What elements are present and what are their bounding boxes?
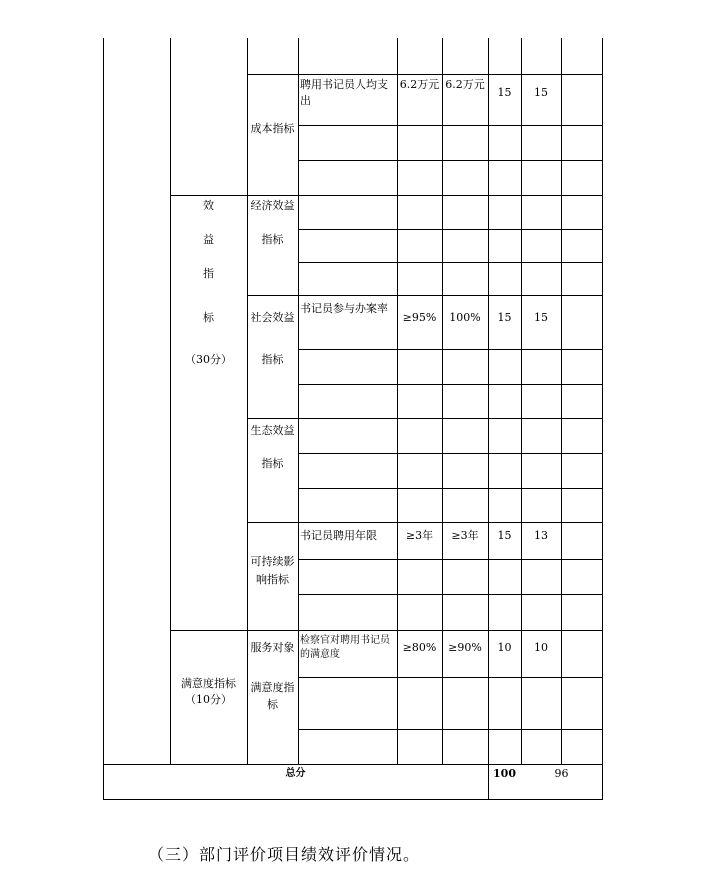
satisfaction-label: 满意度指标	[181, 677, 236, 690]
social-label-2: 指标	[261, 353, 284, 366]
score-clerk-tenure: 13	[534, 529, 548, 542]
benefit-char-4: 标	[203, 311, 214, 324]
target-prosecutor-satisfaction: ≥80%	[402, 641, 437, 654]
satisfaction-points: （10分）	[185, 693, 232, 706]
benefit-char-2: 益	[203, 233, 214, 246]
total-score: 96	[554, 767, 569, 780]
social-label-1: 社会效益	[250, 311, 295, 324]
service-target-label: 服务对象	[250, 641, 295, 654]
ecological-label-2: 指标	[261, 457, 284, 470]
satisfaction-sub-label-2: 标	[267, 698, 278, 711]
indicator-clerk-tenure: 书记员聘用年限	[300, 529, 377, 542]
indicator-cost-per-clerk: 聘用书记员人均支出	[300, 78, 388, 107]
section-heading: （三）部门评价项目绩效评价情况。	[148, 845, 421, 864]
indicator-case-participation: 书记员参与办案率	[300, 302, 388, 315]
weight-case-participation: 15	[497, 311, 512, 324]
score-prosecutor-satisfaction: 10	[534, 641, 548, 654]
total-weight: 100	[493, 767, 516, 780]
benefit-char-1: 效	[203, 199, 214, 212]
sustain-label-1: 可持续影	[250, 555, 295, 568]
target-cost-per-clerk: 6.2万元	[399, 78, 440, 91]
weight-clerk-tenure: 15	[497, 529, 512, 542]
actual-case-participation: 100%	[449, 311, 481, 324]
ecological-label-1: 生态效益	[250, 424, 295, 437]
weight-prosecutor-satisfaction: 10	[497, 641, 512, 654]
actual-prosecutor-satisfaction: ≥90%	[448, 641, 482, 654]
benefit-char-3: 指	[203, 267, 214, 280]
economic-label-1: 经济效益	[250, 199, 295, 212]
indicator-prosecutor-satisfaction: 检察官对聘用书记员的满意度	[300, 635, 390, 660]
target-case-participation: ≥95%	[402, 311, 437, 324]
weight-cost-per-clerk: 15	[497, 86, 512, 99]
total-label: 总分	[285, 768, 306, 779]
target-clerk-tenure: ≥3年	[405, 529, 434, 542]
satisfaction-sub-label-1: 满意度指	[250, 681, 295, 694]
benefit-points: （30分）	[185, 353, 232, 366]
actual-cost-per-clerk: 6.2万元	[445, 78, 485, 91]
actual-clerk-tenure: ≥3年	[451, 529, 479, 542]
cost-indicator-label: 成本指标	[250, 122, 295, 135]
economic-label-2: 指标	[261, 233, 284, 246]
score-cost-per-clerk: 15	[534, 86, 548, 99]
sustain-label-2: 响指标	[256, 573, 289, 586]
score-case-participation: 15	[534, 311, 548, 324]
